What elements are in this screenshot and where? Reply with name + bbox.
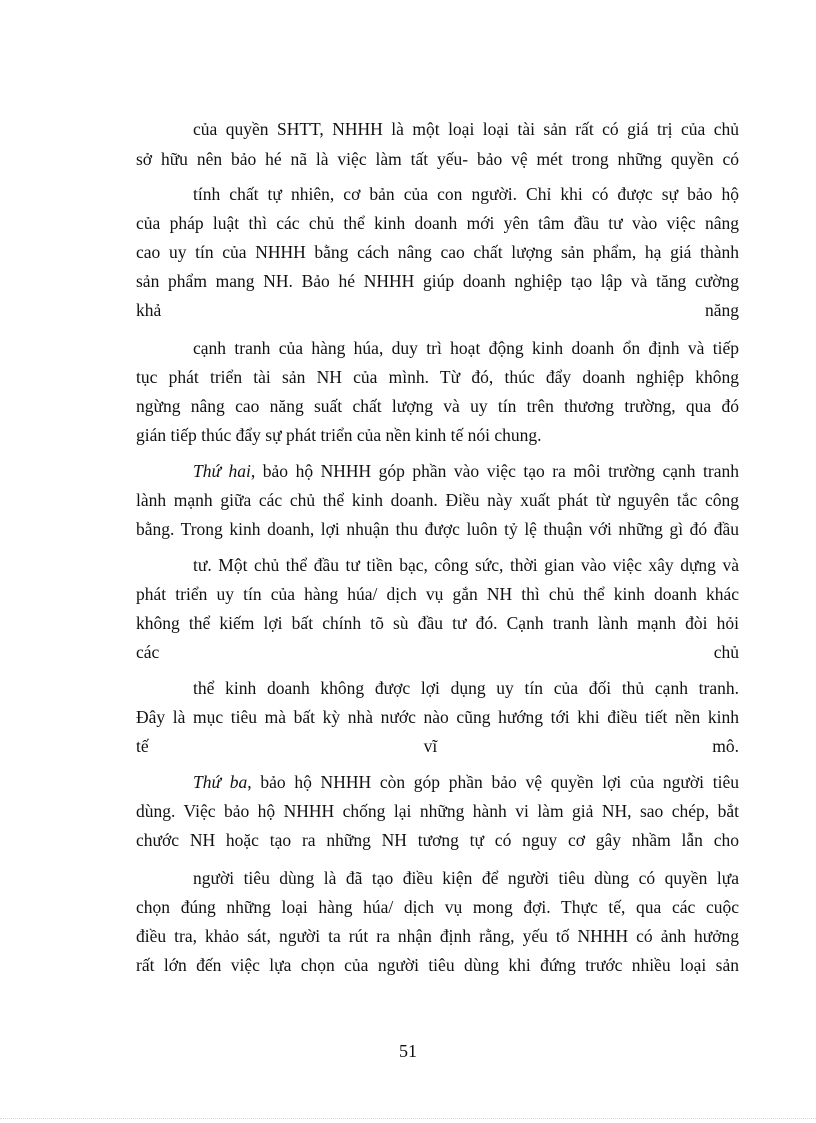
text-line: rất lớn đến việc lựa chọn của người tiêu dùng khi đứng trước nhiều loại sản [136, 955, 739, 975]
text-line: gián tiếp thúc đẩy sự phát triển của nền kinh tế nói chung. [136, 425, 542, 445]
text-line: dùng. Việc bảo hộ NHHH chống lại những hành vi làm giả NH, sao chép, bắt [136, 801, 739, 821]
text-line: chước NH hoặc tạo ra những NH tương tự có nguy cơ gây nhầm lẫn cho [136, 830, 739, 850]
text-line: ngừng nâng cao năng suất chất lượng và uy tín trên thương trường, qua đó [136, 396, 739, 416]
page-number: 51 [399, 1041, 417, 1061]
text-line: tế vĩ mô. [136, 736, 739, 756]
text-line: sở hữu nên bảo hé nã là việc làm tất yếu- bảo vệ mét trong những quyền có [136, 149, 739, 169]
text-line: lành mạnh giữa các chủ thể kinh doanh. Điều này xuất phát từ nguyên tắc công [136, 490, 739, 510]
text-line: tục phát triển tài sản NH của mình. Từ đó, thúc đẩy doanh nghiệp không [136, 367, 739, 387]
emphasis-third: Thứ ba [193, 772, 248, 792]
text-line: không thể kiếm lợi bất chính tõ sù đầu tư đó. Cạnh tranh lành mạnh đòi hỏi [136, 613, 739, 633]
text-line: thể kinh doanh không được lợi dụng uy tín của đối thủ cạnh tranh. [193, 678, 739, 698]
text-line: Thứ ba, bảo hộ NHHH còn góp phần bảo vệ quyền lợi của người tiêu [193, 772, 739, 792]
text-line: Thứ hai, bảo hộ NHHH góp phần vào việc tạo ra môi trường cạnh tranh [193, 461, 740, 481]
text-line: Đây là mục tiêu mà bất kỳ nhà nước nào cũng hướng tới khi điều tiết nền kinh [136, 707, 739, 727]
text-line: sản phẩm mang NH. Bảo hé NHHH giúp doanh nghiệp tạo lập và tăng cường [136, 271, 739, 291]
text-line: khả năng [136, 300, 739, 320]
text-line: chọn đúng những loại hàng húa/ dịch vụ mong đợi. Thực tế, qua các cuộc [136, 897, 739, 917]
text-line: của quyền SHTT, NHHH là một loại loại tài sản rất có giá trị của chủ [193, 119, 739, 139]
emphasis-second: Thứ hai [193, 461, 251, 481]
text-line: cạnh tranh của hàng húa, duy trì hoạt động kinh doanh ổn định và tiếp [193, 338, 739, 358]
text-line: các chủ [136, 642, 739, 662]
text-line: cao uy tín của NHHH bằng cách nâng cao chất lượng sản phẩm, hạ giá thành [136, 242, 739, 262]
text-line: của pháp luật thì các chủ thể kinh doanh mới yên tâm đầu tư vào việc nâng [136, 213, 739, 233]
text-line: điều tra, khảo sát, người ta rút ra nhận định rằng, yếu tố NHHH có ảnh hưởng [136, 926, 739, 946]
text-line: người tiêu dùng là đã tạo điều kiện để người tiêu dùng có quyền lựa [193, 868, 739, 888]
text-line: phát triển uy tín của hàng húa/ dịch vụ gắn NH thì chủ thể kinh doanh khác [136, 584, 739, 604]
text-line: tư. Một chủ thể đầu tư tiền bạc, công sức, thời gian vào việc xây dựng và [193, 555, 739, 575]
text-line: tính chất tự nhiên, cơ bản của con người. Chỉ khi có được sự bảo hộ [193, 184, 739, 204]
text-line: bằng. Trong kinh doanh, lợi nhuận thu được luôn tỷ lệ thuận với những gì đó đầu [136, 519, 739, 539]
page-bottom-divider [0, 1118, 816, 1119]
